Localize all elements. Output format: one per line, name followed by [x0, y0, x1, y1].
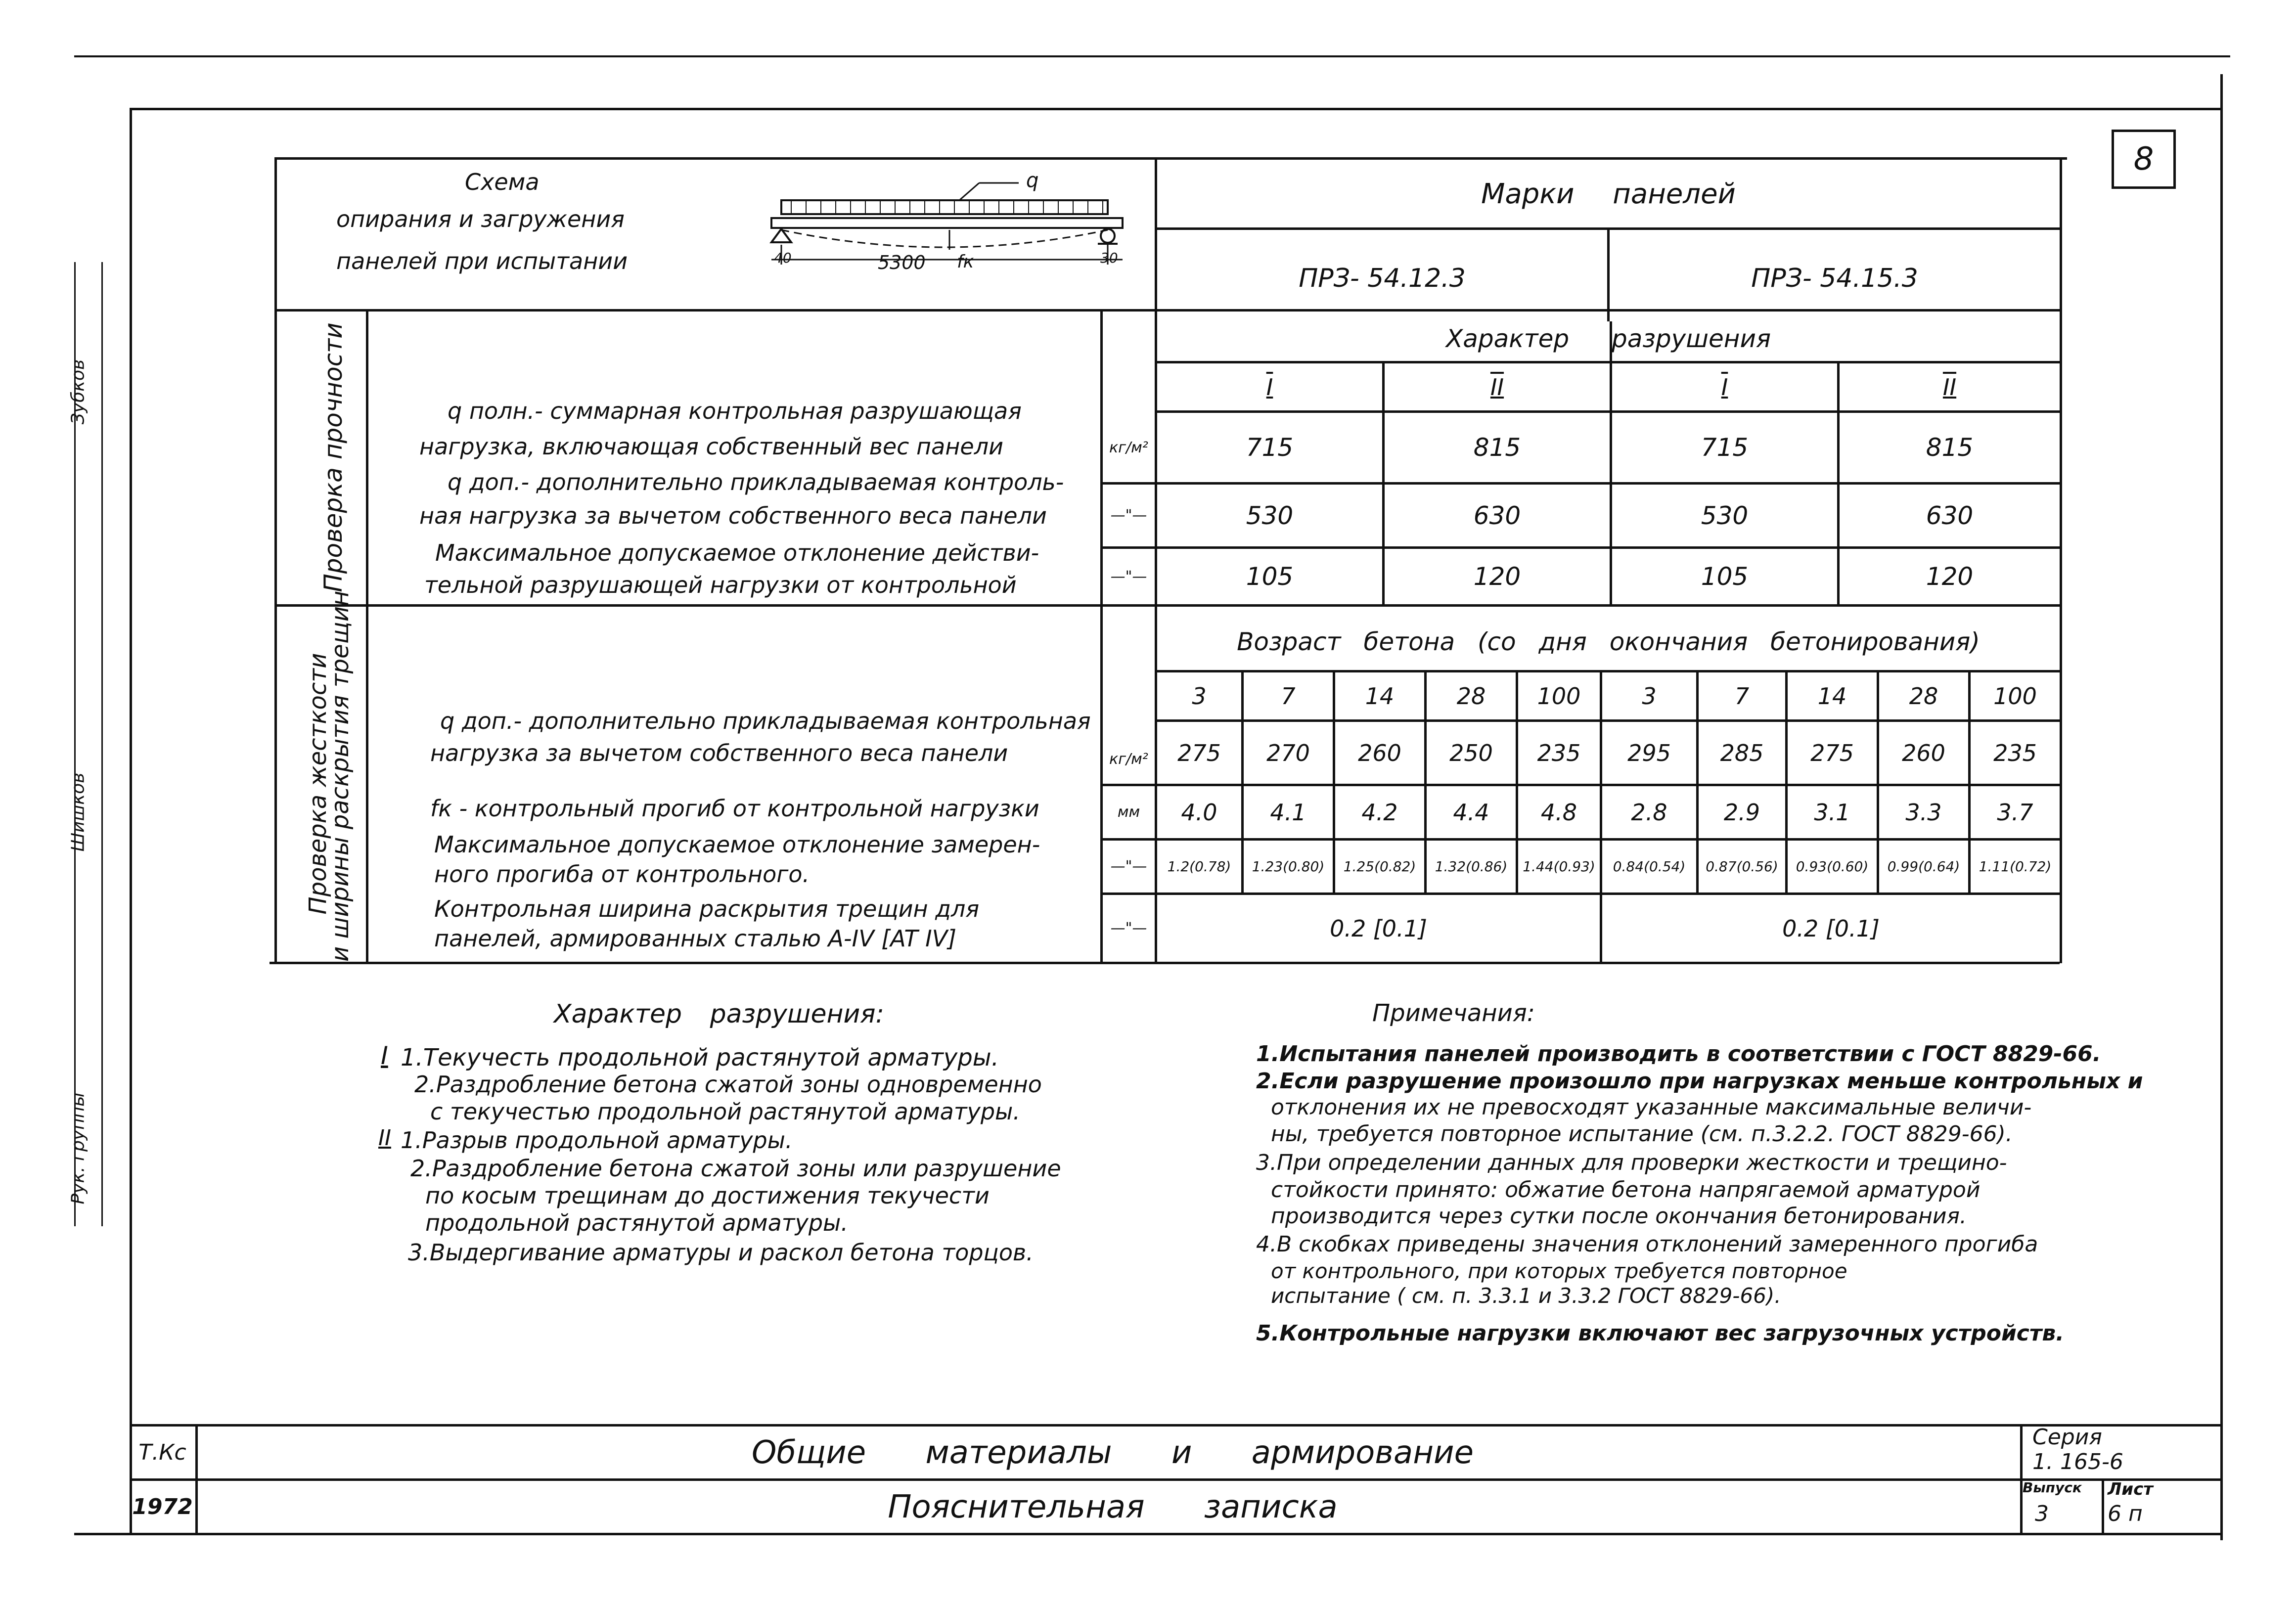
failure-note-3: с текучестью продольной растянутой арматуры.: [430, 1098, 1020, 1125]
stiff-row2-val-2: 4.1: [1270, 799, 1306, 826]
stiff-row1-val-2: 270: [1266, 739, 1310, 766]
load-hatching: [791, 200, 1103, 214]
stiff-row3-unit: —"—: [1110, 858, 1147, 875]
issue-label: Выпуск: [2023, 1479, 2082, 1496]
side-stamp-text-1: Рук. группы: [68, 1092, 89, 1204]
stiff-row3-val-7: 0.87(0.56): [1706, 858, 1778, 875]
scheme-title-1: Схема: [465, 169, 540, 195]
failure-note-6: по косым трещинам до достижения текучести: [425, 1182, 990, 1209]
year-label: 1972: [132, 1494, 193, 1519]
remark-line-4: ны, требуется повторное испытание (см. п.3.2.2. ГОСТ 8829-66).: [1271, 1121, 2013, 1147]
strength-row2-unit: —"—: [1110, 507, 1147, 524]
stiff-row2-val-5: 4.8: [1540, 799, 1577, 826]
age-10: 100: [1993, 682, 2037, 710]
sheet-value: 6 п: [2108, 1501, 2143, 1526]
failure-note-4: 1.Разрыв продольной арматуры.: [401, 1127, 793, 1154]
right-support-icon: [1101, 229, 1115, 243]
label-col-right-line: [366, 309, 368, 962]
stiff-row4-unit: —"—: [1110, 920, 1147, 937]
stiff-row1-val-9: 260: [1902, 739, 1945, 766]
frame-right-line: [2220, 74, 2223, 1540]
table-top-line: [277, 157, 2067, 160]
table-right-line: [2060, 157, 2062, 963]
stiff-row2-val-1: 4.0: [1181, 799, 1217, 826]
sheet-label: Лист: [2108, 1479, 2153, 1499]
stiff-row2-val-4: 4.4: [1453, 799, 1489, 826]
failure-note-num-1: I: [381, 1041, 388, 1070]
strength-row1-val-4: 815: [1926, 433, 1974, 462]
strength-row2-val-4: 630: [1926, 501, 1974, 530]
org-label: Т.Кс: [138, 1440, 186, 1465]
dim-right: 30: [1100, 250, 1118, 266]
remark-line-6: стойкости принято: обжатие бетона напрягаемой арматурой: [1271, 1177, 1981, 1203]
remark-line-9: от контрольного, при которых требуется повторное: [1271, 1259, 1847, 1283]
strength-row1-unit: кг/м²: [1109, 439, 1148, 456]
strength-row3-val-2: 120: [1473, 562, 1521, 591]
panel-brand-1: ПРЗ- 54.12.3: [1299, 263, 1466, 293]
stiff-row3-val-9: 0.99(0.64): [1887, 858, 1960, 875]
scheme-bottom-line: [274, 309, 2060, 312]
stiff-row1-val-1: 275: [1177, 739, 1221, 766]
stiff-row4-val-2: 0.2 [0.1]: [1782, 915, 1880, 942]
stiff-row2-val-10: 3.7: [1997, 799, 2033, 826]
remark-line-7: производится через сутки после окончания бетонирования.: [1271, 1204, 1967, 1229]
remark-line-8: 4.В скобках приведены значения отклонений замеренного прогиба: [1256, 1232, 2038, 1257]
remark-line-3: отклонения их не превосходят указанные максимальные величи-: [1271, 1095, 2032, 1120]
failure-note-num-2: II: [378, 1125, 391, 1151]
dim-left: 40: [774, 250, 792, 266]
dim-span: 5300: [878, 252, 926, 273]
failure-notes-title: Характер разрушения:: [554, 999, 885, 1029]
side-stamp-text-3: Зубков: [68, 359, 89, 425]
strength-row1-desc-2: нагрузка, включающая собственный вес панели: [419, 433, 1003, 460]
stiff-row3-desc-1: Максимальное допускаемое отклонение замерен-: [434, 831, 1040, 858]
stiff-row2-val-3: 4.2: [1361, 799, 1398, 826]
deflection-curve: [781, 230, 1108, 247]
strength-row1-val-1: 715: [1246, 433, 1294, 462]
remark-line-5: 3.При определении данных для проверки жесткости и трещино-: [1256, 1150, 2007, 1175]
stiff-row3-val-5: 1.44(0.93): [1523, 858, 1595, 875]
stiff-row2-desc-1: fк - контрольный прогиб от контрольной нагрузки: [430, 795, 1039, 822]
title-block-sheet-divider: [2102, 1478, 2104, 1533]
strength-row3-desc-2: тельной разрушающей нагрузки от контрольной: [424, 572, 1017, 598]
strength-row1-desc-1: q полн.- суммарная контрольная разрушающая: [448, 398, 1022, 424]
remarks-title: Примечания:: [1372, 999, 1535, 1027]
strength-row2-val-3: 530: [1701, 501, 1749, 530]
age-9: 28: [1909, 682, 1938, 710]
strength-row3-val-4: 120: [1926, 562, 1974, 591]
strength-row3-unit: —"—: [1110, 568, 1147, 585]
stiff-row2-unit: мм: [1117, 803, 1140, 821]
age-2: 7: [1281, 682, 1296, 710]
age-3: 14: [1365, 682, 1395, 710]
stiff-row1-val-3: 260: [1358, 739, 1401, 766]
title-block-right-divider: [2020, 1424, 2023, 1533]
remark-line-1: 1.Испытания панелей производить в соответствии с ГОСТ 8829-66.: [1256, 1041, 2101, 1067]
series-label: Серия: [2032, 1425, 2102, 1450]
age-5: 100: [1537, 682, 1581, 710]
stiff-row1-desc-2: нагрузка за вычетом собственного веса панели: [430, 740, 1008, 766]
strength-row2-desc-1: q доп.- дополнительно прикладываемая контроль-: [448, 469, 1064, 495]
stiff-row1-val-4: 250: [1449, 739, 1493, 766]
stiff-row4-desc-2: панелей, армированных сталью А-IV [AT IV]: [434, 925, 957, 952]
strength-row1-val-2: 815: [1473, 433, 1521, 462]
strength-row3-desc-1: Максимальное допускаемое отклонение действи-: [435, 539, 1039, 566]
section-divider-line: [274, 604, 2060, 607]
failure-type-3: I: [1721, 373, 1728, 401]
side-stamp-text-2: Шишков: [68, 772, 89, 852]
stiffness-section-label-1: Проверка жесткости: [304, 653, 332, 915]
loading-scheme-diagram: [762, 171, 1137, 277]
failure-note-8: 3.Выдергивание арматуры и раскол бетона торцов.: [408, 1239, 1034, 1266]
failure-type-4: II: [1942, 373, 1957, 401]
title-block-left-divider: [195, 1424, 198, 1533]
strength-row2-desc-2: ная нагрузка за вычетом собственного веса панели: [419, 502, 1047, 529]
remark-line-2: 2.Если разрушение произошло при нагрузках меньше контрольных и: [1256, 1069, 2143, 1094]
stiff-row1-unit: кг/м²: [1109, 750, 1148, 768]
stiff-row3-val-2: 1.23(0.80): [1252, 858, 1325, 875]
failure-note-7: продольной растянутой арматуры.: [425, 1209, 848, 1236]
title-line-1: Общие материалы и армирование: [752, 1434, 1474, 1471]
sheet-number: 8: [2133, 141, 2154, 178]
failure-type-2: II: [1490, 373, 1504, 401]
stiff-row3-val-3: 1.25(0.82): [1343, 858, 1416, 875]
stiff-row1-desc-1: q доп.- дополнительно прикладываемая контрольная: [440, 708, 1091, 734]
age-8: 14: [1817, 682, 1847, 710]
stiff-row1-val-10: 235: [1993, 739, 2037, 766]
table-bottom-line: [270, 962, 2060, 964]
table-left-line: [274, 157, 277, 963]
panel-brand-2: ПРЗ- 54.15.3: [1751, 263, 1918, 293]
series-value: 1. 165-6: [2032, 1449, 2123, 1474]
remark-line-11: 5.Контрольные нагрузки включают вес загрузочных устройств.: [1256, 1321, 2064, 1346]
stiff-row2-val-9: 3.3: [1905, 799, 1942, 826]
failure-character-header: Характер разрушения: [1445, 324, 1771, 353]
strength-row3-val-1: 105: [1246, 562, 1294, 591]
stiff-row2-val-8: 3.1: [1814, 799, 1850, 826]
brands-header: Марки панелей: [1481, 178, 1736, 210]
failure-note-1: 1.Текучесть продольной растянутой арматуры.: [401, 1044, 999, 1071]
stiff-row1-val-6: 295: [1627, 739, 1671, 766]
stiff-row2-val-7: 2.9: [1723, 799, 1760, 826]
deflection-label: fк: [957, 252, 974, 272]
stiff-row3-desc-2: ного прогиба от контрольного.: [434, 861, 810, 888]
side-stamp-line-2: [101, 262, 103, 1226]
load-leader: [959, 183, 979, 200]
failure-type-1: I: [1266, 373, 1273, 401]
stiff-row3-val-10: 1.11(0.72): [1979, 858, 2052, 875]
stiff-row3-val-8: 0.93(0.60): [1796, 858, 1869, 875]
panel-beam: [771, 218, 1123, 228]
age-4: 28: [1456, 682, 1486, 710]
failure-note-5: 2.Раздробление бетона сжатой зоны или разрушение: [410, 1155, 1061, 1182]
stiff-row4-desc-1: Контрольная ширина раскрытия трещин для: [434, 895, 980, 922]
issue-value: 3: [2035, 1501, 2049, 1526]
stiff-row1-val-8: 275: [1810, 739, 1854, 766]
load-label: q: [1026, 169, 1039, 192]
age-header: Возраст бетона (со дня окончания бетонирования): [1237, 627, 1980, 656]
scheme-title-3: панелей при испытании: [336, 248, 628, 274]
stiff-row2-val-6: 2.8: [1631, 799, 1667, 826]
stiff-row3-val-6: 0.84(0.54): [1613, 858, 1686, 875]
stiff-row3-val-4: 1.32(0.86): [1435, 858, 1508, 875]
age-1: 3: [1192, 682, 1207, 710]
strength-row1-val-3: 715: [1701, 433, 1749, 462]
age-6: 3: [1642, 682, 1657, 710]
remark-line-10: испытание ( см. п. 3.3.1 и 3.3.2 ГОСТ 8829-66).: [1271, 1284, 1781, 1308]
frame-top-line: [74, 55, 2230, 57]
scheme-title-2: опирания и загружения: [336, 206, 625, 232]
strength-row2-val-2: 630: [1473, 501, 1521, 530]
frame-left-line: [130, 108, 132, 1534]
stiffness-section-label-2: и ширины раскрытия трещин: [326, 590, 354, 962]
stiff-row1-val-7: 285: [1720, 739, 1764, 766]
frame-inner-top-line: [130, 108, 2221, 110]
title-line-2: Пояснительная записка: [888, 1488, 1338, 1525]
strength-section-label: Проверка прочности: [319, 322, 348, 592]
brands-header-line: [1155, 227, 2060, 230]
failure-note-2: 2.Раздробление бетона сжатой зоны одновременно: [414, 1071, 1042, 1098]
strength-row3-val-3: 105: [1701, 562, 1749, 591]
frame-bottom-line: [74, 1533, 2223, 1535]
stiff-row1-val-5: 235: [1537, 739, 1581, 766]
stiff-row3-val-1: 1.2(0.78): [1167, 858, 1231, 875]
age-7: 7: [1734, 682, 1750, 710]
stiff-row4-val-1: 0.2 [0.1]: [1330, 915, 1427, 942]
strength-row2-val-1: 530: [1246, 501, 1294, 530]
